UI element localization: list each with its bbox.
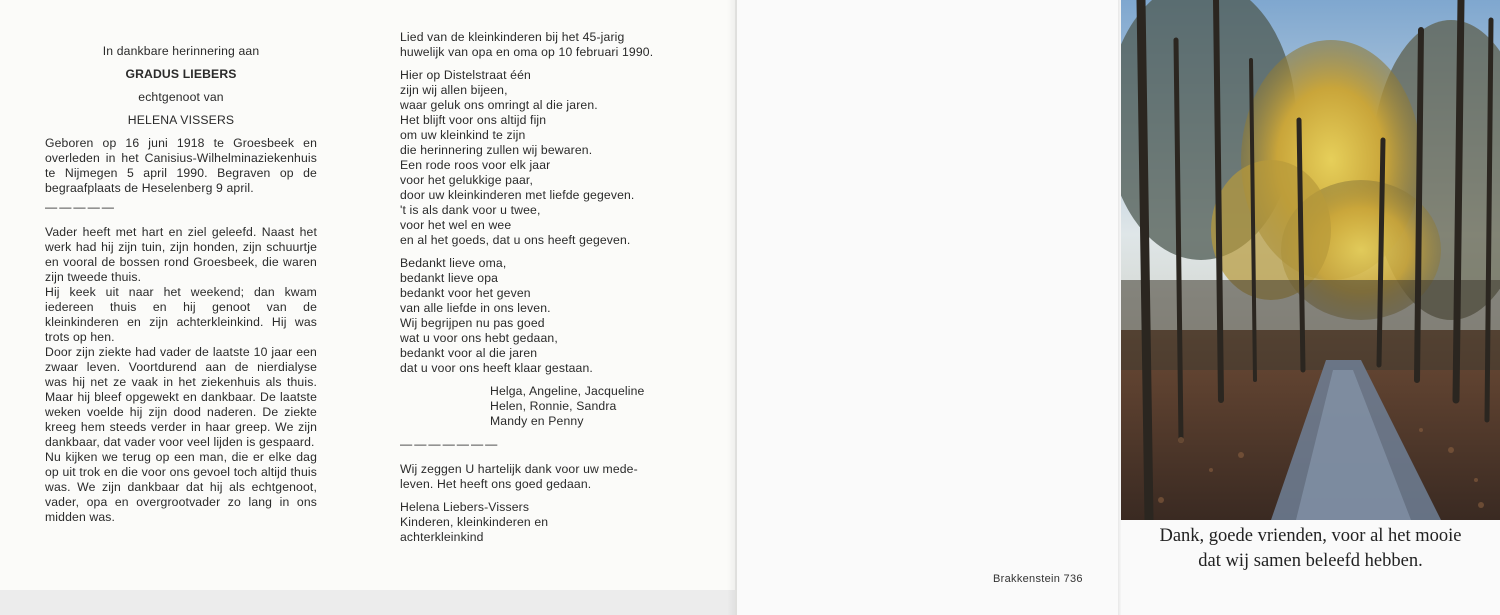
poem-line: die herinnering zullen wij bewaren.	[400, 143, 593, 157]
caption-line: dat wij samen beleefd hebben.	[1198, 551, 1423, 571]
poem-line: dat u voor ons heeft klaar gestaan.	[400, 361, 593, 375]
tribute-paragraph: Door zijn ziekte had vader de laatste 10 jaar een zwaar leven. Voortdurend aan de nierdialyse was hij net ze vaak in het ziekenhuis als thuis. Maar hij bleef opgewekt en dankbaar. De laatste weken voelde hij zijn dood naderen. De ziekte kreeg hem steeds verder in haar greep. We zijn dankbaar, dat vader voor veel lijden is gespaard.	[45, 345, 317, 449]
thanks-line: leven. Het heeft ons goed gedaan.	[400, 477, 592, 491]
family-signature-line: Kinderen, kleinkinderen en	[400, 515, 549, 529]
signer-line: Helen, Ronnie, Sandra	[490, 399, 617, 413]
poem-line: om uw kleinkind te zijn	[400, 128, 526, 142]
forest-path-photo	[1121, 0, 1500, 520]
poem-signers	[400, 384, 685, 429]
poem-line: voor het gelukkige paar,	[400, 173, 534, 187]
tribute-paragraph: Vader heeft met hart en ziel geleefd. Naast het werk had hij zijn tuin, zijn honden, zijn schuurtje en vooral de bossen rond Groesbeek, die waren zijn tweede thuis.	[45, 225, 317, 284]
poem-line: van alle liefde in ons leven.	[400, 301, 551, 315]
poem-line: Wij begrijpen nu pas goed	[400, 316, 545, 330]
poem-stanza-1	[400, 68, 685, 248]
signer-line: Mandy en Penny	[490, 414, 584, 428]
poem-line: Een rode roos voor elk jaar	[400, 158, 551, 172]
separator-line: —————	[45, 200, 116, 214]
deceased-name: GRADUS LIEBERS	[125, 67, 237, 81]
poem-line: 't is als dank voor u twee,	[400, 203, 541, 217]
intro-text: In dankbare herinnering aan	[102, 44, 260, 58]
poem-line: Hier op Distelstraat één	[400, 68, 531, 82]
poem-line: voor het wel en wee	[400, 218, 512, 232]
poem-line: Bedankt lieve oma,	[400, 256, 507, 270]
poem-line: en al het goeds, dat u ons heeft gegeven.	[400, 233, 631, 247]
bio-paragraph: Geboren op 16 juni 1918 te Groesbeek en overleden in het Canisius-Wilhelminaziekenhuis te Nijmegen 5 april 1990. Begraven op de begraafplaats de Heselenberg 9 april.	[45, 136, 317, 195]
caption-line: Dank, goede vrienden, voor al het mooie	[1159, 526, 1462, 546]
scan-background	[0, 590, 735, 615]
poem-line: bedankt voor al die jaren	[400, 346, 538, 360]
spouse-name: HELENA VISSERS	[127, 113, 235, 127]
poem-line: waar geluk ons omringt al die jaren.	[400, 98, 598, 112]
tribute-paragraph: Hij keek uit naar het weekend; dan kwam iedereen thuis en hij genoot van de kleinkinderen en zijn achterkleinkind. Hij was trots op hen.	[45, 285, 317, 344]
tribute-paragraph: Nu kijken we terug op een man, die er elke dag op uit trok en die voor ons gevoel toch altijd thuis was. We zijn dankbaar dat hij als echtgenoot, vader, opa en overgrootvader zo lang in ons midden was.	[45, 450, 317, 524]
spouse-label: echtgenoot van	[138, 90, 224, 104]
thanks-line: Wij zeggen U hartelijk dank voor uw mede-	[400, 462, 638, 476]
poem-column	[400, 30, 685, 545]
photo-caption	[1121, 524, 1500, 574]
family-signature-line: Helena Liebers-Vissers	[400, 500, 530, 514]
printer-imprint: Brakkenstein 736	[993, 573, 1083, 585]
separator-line: ———————	[400, 437, 500, 451]
poem-line: bedankt lieve opa	[400, 271, 499, 285]
poem-line: Het blijft voor ons altijd fijn	[400, 113, 547, 127]
poem-stanza-2	[400, 256, 685, 376]
memorial-column	[45, 44, 317, 525]
signer-line: Helga, Angeline, Jacqueline	[490, 384, 645, 398]
card-fold	[727, 0, 737, 615]
poem-heading-line: Lied van de kleinkinderen bij het 45-jarig	[400, 30, 625, 44]
poem-heading-line: huwelijk van opa en oma op 10 februari 1990.	[400, 45, 654, 59]
family-signature-line: achterkleinkind	[400, 530, 484, 544]
poem-line: zijn wij allen bijeen,	[400, 83, 508, 97]
poem-line: bedankt voor het geven	[400, 286, 531, 300]
poem-line: wat u voor ons hebt gedaan,	[400, 331, 558, 345]
poem-line: door uw kleinkinderen met liefde gegeven.	[400, 188, 635, 202]
